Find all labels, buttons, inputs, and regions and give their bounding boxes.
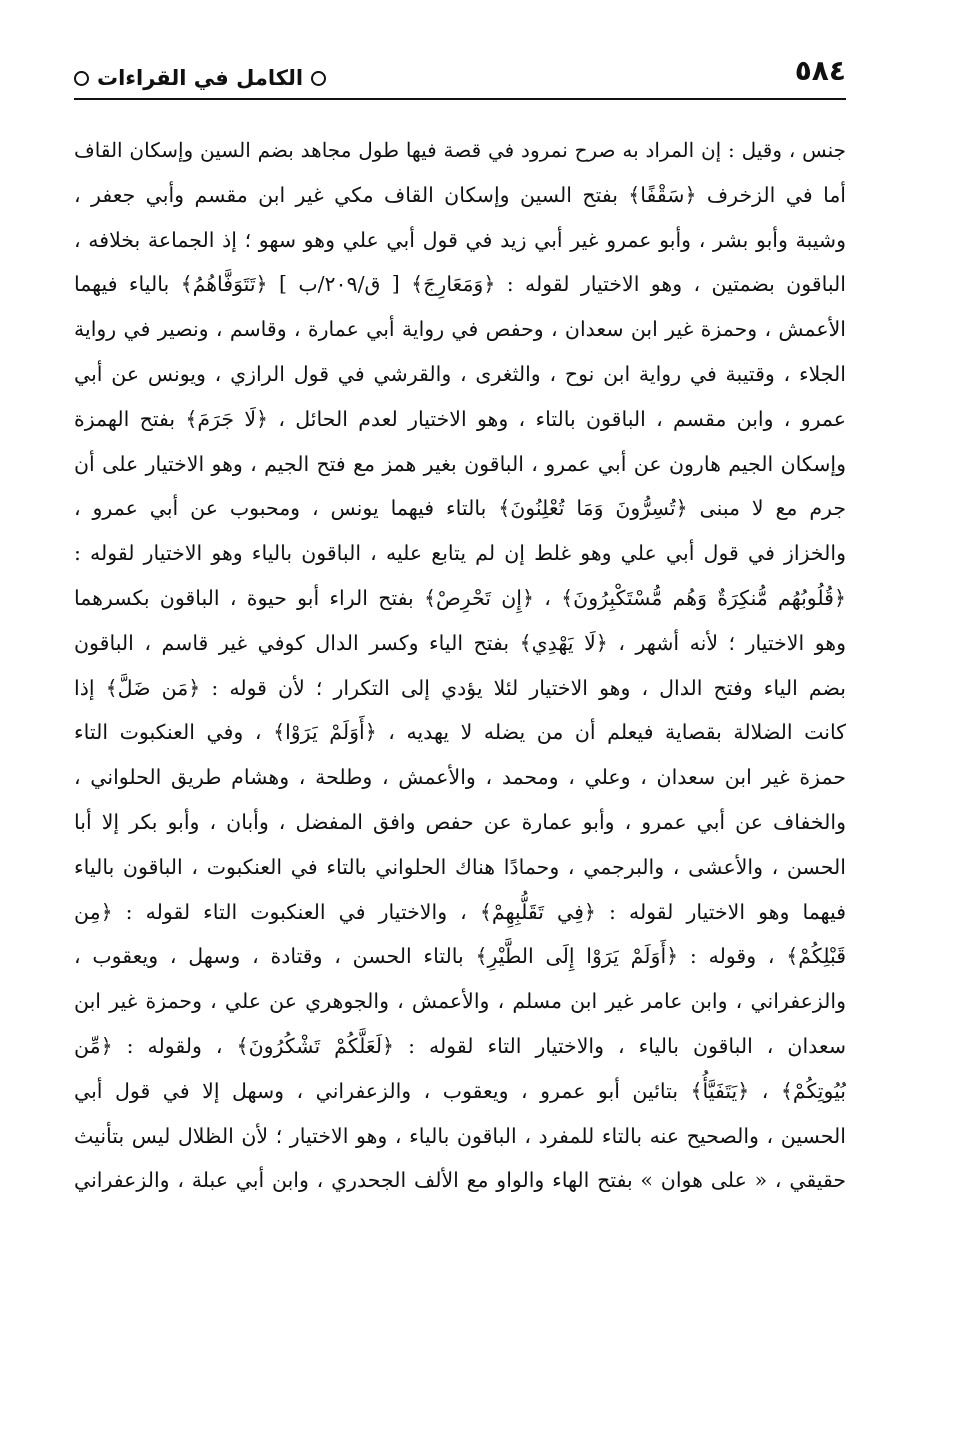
text-line: الباقون بضمتين ، وهو الاختيار لقوله : ﴿وَمَعَارِجَ﴾ [ ق/٢٠٩/ب ] ﴿تَتَوَفَّاهُمُ﴾ بالياء فيهما bbox=[74, 272, 846, 297]
circle-ornament-icon bbox=[311, 71, 326, 86]
text-line: بضم الياء وفتح الدال ، وهو الاختيار لئلا يؤدي إلى التكرار ؛ لأن قوله : ﴿مَن ضَلَّ﴾ إذا bbox=[74, 675, 846, 700]
text-line: أما في الزخرف ﴿سَقْفًا﴾ بفتح السين وإسكان القاف مكي غير ابن مقسم وأبي جعفر ، bbox=[74, 182, 846, 207]
text-line: الحسين ، والصحيح عنه بالتاء للمفرد ، الباقون بالياء ، وهو الاختيار ؛ لأن الظلال ليس بتأنيث bbox=[74, 1123, 846, 1148]
circle-ornament-icon bbox=[74, 71, 89, 86]
text-line: جرم مع لا مبنى ﴿تُسِرُّونَ وَمَا تُعْلِنُونَ﴾ بالتاء فيهما يونس ، ومحبوب عن أبي عمرو ، bbox=[74, 496, 846, 521]
text-line: والخفاف عن أبي عمرو ، وأبو عمارة عن حفص وافق المفضل ، وأبان ، وأبو بكر إلا أبا bbox=[74, 809, 846, 834]
text-line: الجلاء ، وقتيبة في رواية ابن نوح ، والثغرى ، والقرشي في قول الرازي ، ويونس عن أبي bbox=[74, 361, 846, 386]
text-line: وشيبة وأبو بشر ، وأبو عمرو غير أبي زيد في قول أبي علي وهو سهو ؛ إذ الجماعة بخلافه ، bbox=[74, 227, 846, 252]
text-line: وإسكان الجيم هارون عن أبي عمرو ، الباقون بغير همز مع فتح الجيم ، وهو الاختيار على أن bbox=[74, 451, 846, 476]
text-line: سعدان ، الباقون بالياء ، والاختيار التاء لقوله : ﴿لَعَلَّكُمْ تَشْكُرُونَ﴾ ، ولقوله : ﴿مِّن bbox=[74, 1033, 846, 1058]
text-line: بُيُوتِكُمْ﴾ ، ﴿يَتَفَيَّأُ﴾ بتائين أبو عمرو ، ويعقوب ، والزعفراني ، وسهل إلا في قول أبي bbox=[74, 1078, 846, 1103]
text-line: الأعمش ، وحمزة غير ابن سعدان ، وحفص في رواية أبي عمارة ، وقاسم ، ونصير في رواية bbox=[74, 317, 846, 342]
body-text bbox=[74, 128, 846, 1203]
header-divider bbox=[74, 98, 846, 100]
text-line: حقيقي ، « على هوان » بفتح الهاء والواو مع الألف الجحدري ، وابن أبي عبلة ، والزعفراني bbox=[74, 1168, 846, 1193]
text-line: الحسن ، والأعشى ، والبرجمي ، وحمادًا هناك الحلواني بالتاء في العنكبوت ، الباقون بالياء bbox=[74, 854, 846, 879]
text-line: والخزاز في قول أبي علي وهو غلط إن لم يتابع عليه ، الباقون بالياء وهو الاختيار لقوله : bbox=[74, 541, 846, 566]
text-line: جنس ، وقيل : إن المراد به صرح نمرود في قصة فيها طول مجاهد بضم السين وإسكان القاف bbox=[74, 138, 846, 162]
text-line: ﴿قُلُوبُهُم مُّنكِرَةٌ وَهُم مُّسْتَكْبِرُونَ﴾ ، ﴿إِن تَحْرِصْ﴾ بفتح الراء أبو حيوة ، الباقون بكسرهما bbox=[74, 585, 846, 610]
text-line: عمرو ، وابن مقسم ، الباقون بالتاء ، وهو الاختيار لعدم الحائل ، ﴿لَا جَرَمَ﴾ بفتح الهمزة bbox=[74, 406, 846, 431]
text-line: كانت الضلالة بقصاية فيعلم أن من يضله لا يهديه ، ﴿أَوَلَمْ يَرَوْا﴾ ، وفي العنكبوت التاء bbox=[74, 720, 846, 745]
running-title-text: الكامل في القراءات bbox=[97, 66, 304, 90]
running-title bbox=[74, 64, 326, 92]
text-line: وهو الاختيار ؛ لأنه أشهر ، ﴿لَا يَهْدِي﴾ بفتح الياء وكسر الدال كوفي غير قاسم ، الباقون bbox=[74, 630, 846, 655]
text-line: والزعفراني ، وابن عامر غير ابن مسلم ، والأعمش ، والجوهري عن علي ، وحمزة غير ابن bbox=[74, 989, 846, 1014]
page-number: ٥٨٤ bbox=[794, 54, 846, 87]
page-header bbox=[74, 52, 846, 98]
text-line: قَبْلِكُمْ﴾ ، وقوله : ﴿أَوَلَمْ يَرَوْا إِلَى الطَّيْرِ﴾ بالتاء الحسن ، وقتادة ، وسهل ، ويعقوب ، bbox=[74, 944, 846, 969]
text-line: حمزة غير ابن سعدان ، وعلي ، ومحمد ، والأعمش ، وطلحة ، وهشام طريق الحلواني ، bbox=[74, 765, 846, 790]
text-line: فيهما وهو الاختيار لقوله : ﴿فِي تَقَلُّبِهِمْ﴾ ، والاختيار في العنكبوت التاء لقوله : ﴿مِن bbox=[74, 899, 846, 924]
